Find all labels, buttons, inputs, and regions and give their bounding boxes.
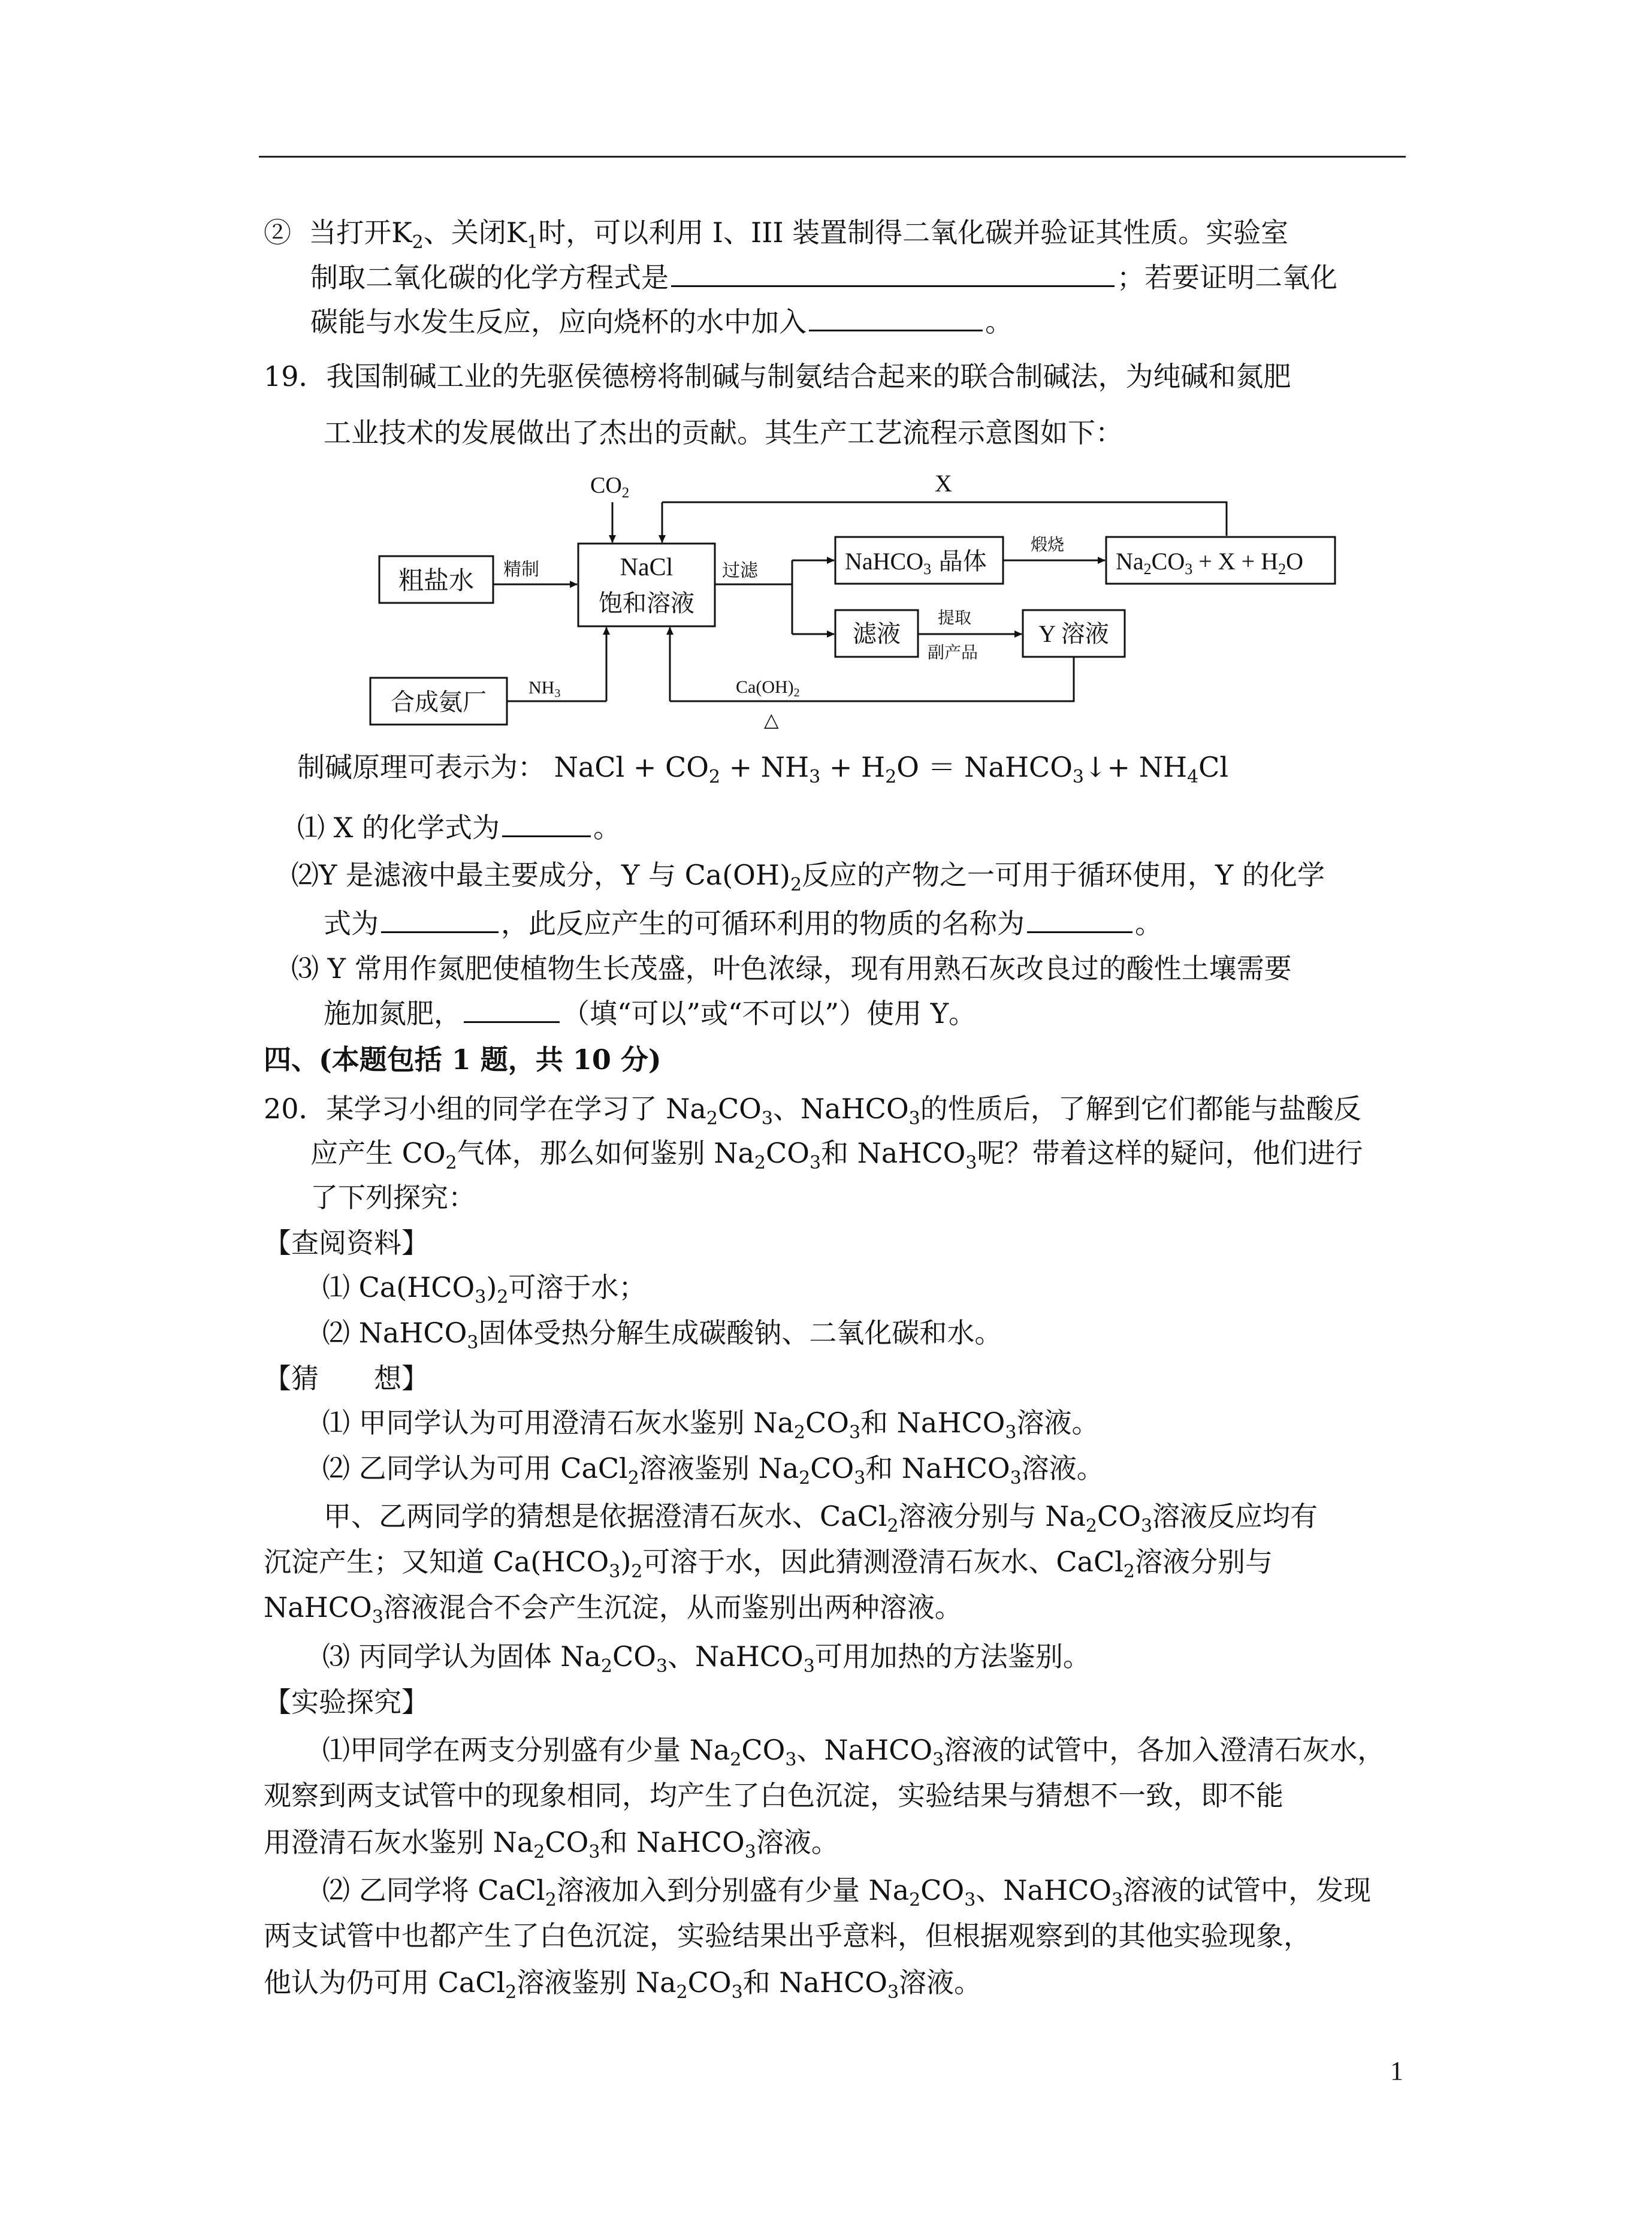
experiment-1-line3: 用澄清石灰水鉴别 $Na_2CO_3$和 NaHCO$_3$溶液。 — [264, 1826, 839, 1863]
q19-line1: 19．我国制碱工业的先驱侯德榜将制碱与制氨结合起来的联合制碱法，为纯碱和氮肥 — [264, 360, 1291, 393]
guess-2: ⑵ 乙同学认为可用 CaCl$_2$溶液鉴别 $Na_2CO_3$和 NaHCO$_3$溶液。 — [322, 1452, 1104, 1489]
q19-principle: 制碱原理可表示为： NaCl + $CO_2 + NH_3 + H_2O$ ＝ NaHCO$_3$↓+ $NH_4Cl$ — [297, 751, 1229, 787]
label-product: $Na_2CO_3 + X + H_2O$ — [1116, 548, 1303, 578]
label-heat: △ — [764, 709, 779, 731]
circled-two: ② — [264, 216, 291, 249]
label-extract: 提取 — [938, 609, 972, 627]
heading-experiment: 【实验探究】 — [264, 1686, 429, 1718]
q19-part3-line2: 施加氮肥， （填“可以”或“不可以”）使用 Y。 — [324, 995, 976, 1031]
q18-2-line2: 制取二氧化碳的化学方程式是 ；若要证明二氧化 — [310, 259, 1337, 295]
q18-2-line3: 碳能与水发生反应，应向烧杯的水中加入 。 — [310, 303, 1013, 340]
q19-part2-line2: 式为 ，此反应产生的可循环利用的物质的名称为 。 — [324, 905, 1162, 942]
process-flow-diagram — [0, 0, 1652, 749]
q19-part2-line1: ⑵Y 是滤液中最主要成分，Y 与 $Ca(OH)_2$反应的产物之一可用于循环使用，Y 的化学 — [291, 859, 1325, 895]
experiment-2-line1: ⑵ 乙同学将 CaCl$_2$溶液加入到分别盛有少量 $Na_2CO_3$、NaHCO$_3$溶液的试管中，发现 — [322, 1874, 1372, 1911]
label-nahco3-crystal: NaHCO$_3$ 晶体 — [845, 548, 987, 578]
experiment-1-line2: 观察到两支试管中的现象相同，均产生了白色沉淀，实验结果与猜想不一致，即不能 — [264, 1779, 1283, 1812]
line-x-recycle — [662, 502, 1227, 536]
q20-line2: 应产生 $CO_2$气体，那么如何鉴别 $Na_2CO_3$和 NaHCO$_3$呢？带着这样的疑问，他们进行 — [310, 1137, 1363, 1173]
reference-2: ⑵ NaHCO$_3$固体受热分解生成碳酸钠、二氧化碳和水。 — [322, 1317, 1002, 1353]
q19-line2: 工业技术的发展做出了杰出的贡献。其生产工艺流程示意图如下： — [324, 417, 1123, 449]
experiment-2-line3: 他认为仍可用 CaCl$_2$溶液鉴别 $Na_2CO_3$和 NaHCO$_3$溶液。 — [264, 1966, 982, 2003]
line-caoh2-recycle — [670, 657, 1074, 701]
section-four-heading: 四、(本题包括 1 题，共 10 分) — [264, 1043, 662, 1076]
guess-3: ⑶ 丙同学认为固体 $Na_2CO_3$、NaHCO$_3$可用加热的方法鉴别。 — [322, 1640, 1091, 1677]
heading-guess: 【猜 想】 — [264, 1362, 429, 1395]
label-x-top: X — [935, 470, 952, 497]
label-crude-brine: 粗盐水 — [398, 568, 475, 595]
label-calcine: 煅烧 — [1031, 536, 1065, 554]
q20-line3: 了下列探究： — [310, 1181, 476, 1214]
label-saturated: 饱和溶液 — [599, 590, 694, 617]
label-caoh2: $Ca(OH)_2$ — [736, 677, 800, 699]
label-refine: 精制 — [503, 560, 539, 580]
label-nh3: $NH_3$ — [528, 678, 561, 700]
label-filter: 过滤 — [722, 561, 758, 581]
answer-blank[interactable] — [502, 809, 591, 837]
answer-blank[interactable] — [464, 995, 560, 1023]
q19-part1: ⑴ X 的化学式为 。 — [297, 809, 621, 846]
reference-1: ⑴ $Ca(HCO_3)_2$可溶于水； — [322, 1271, 647, 1308]
answer-blank[interactable] — [381, 905, 499, 933]
label-filtrate: 滤液 — [853, 620, 901, 647]
label-ammonia-plant: 合成氨厂 — [391, 689, 487, 716]
q20-line1: 20．某学习小组的同学在学习了 $Na_2CO_3$、NaHCO$_3$的性质后，了解到它们都能与盐酸反 — [264, 1093, 1361, 1129]
q19-part3-line1: ⑶ Y 常用作氮肥使植物生长茂盛，叶色浓绿，现有用熟石灰改良过的酸性土壤需要 — [291, 952, 1292, 985]
guess-1: ⑴ 甲同学认为可用澄清石灰水鉴别 $Na_2CO_3$和 NaHCO$_3$溶液。 — [322, 1407, 1100, 1443]
guess-para-line1: 甲、乙两同学的猜想是依据澄清石灰水、CaCl$_2$溶液分别与 $Na_2CO_3$溶液反应均有 — [324, 1500, 1318, 1537]
label-nacl: NaCl — [620, 554, 674, 581]
guess-para-line3: NaHCO$_3$溶液混合不会产生沉淀，从而鉴别出两种溶液。 — [264, 1591, 962, 1628]
guess-para-line2: 沉淀产生；又知道 $Ca(HCO_3)_2$可溶于水，因此猜测澄清石灰水、CaCl$_2$溶液分别与 — [264, 1546, 1273, 1582]
q18-2-line1: ② 当打开$K_2$、关闭$K_1$时，可以利用 I、III 装置制得二氧化碳并验证其性质。实验室 — [264, 216, 1289, 253]
experiment-1-line1: ⑴甲同学在两支分别盛有少量 $Na_2CO_3$、NaHCO$_3$溶液的试管中，各加入澄清石灰水， — [322, 1734, 1385, 1770]
label-y-solution: Y 溶液 — [1038, 620, 1109, 647]
page-number: 1 — [1390, 2056, 1403, 2086]
label-co2: $CO_2$ — [590, 473, 630, 501]
answer-blank[interactable] — [1027, 905, 1132, 933]
label-byproduct: 副产品 — [928, 644, 978, 662]
heading-reference: 【查阅资料】 — [264, 1227, 429, 1259]
experiment-2-line2: 两支试管中也都产生了白色沉淀，实验结果出乎意料，但根据观察到的其他实验现象， — [264, 1920, 1311, 1952]
